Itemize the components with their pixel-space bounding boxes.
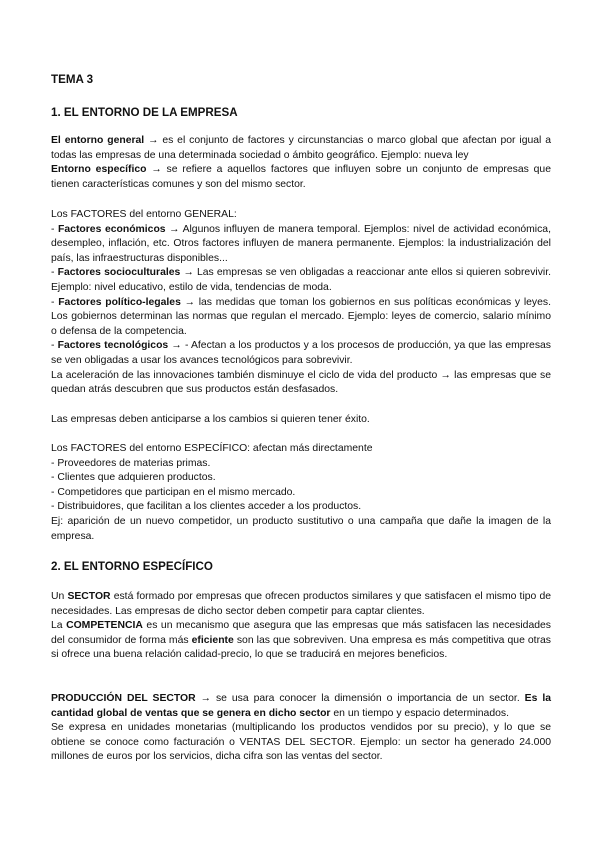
factor-tecnologicos: - Factores tecnológicos → - Afectan a los productos y a los procesos de producción, ya que las empresas se ven obligadas a usar los avances tecnológicos para sobrevivir. <box>51 340 551 366</box>
specific-example: Ej: aparición de un nuevo competidor, un producto sustitutivo o una campaña que dañe la imagen de la empresa. <box>51 515 551 542</box>
term-entorno-general: El entorno general <box>51 135 145 146</box>
document-title: TEMA 3 <box>51 73 94 86</box>
factor-socioculturales: - Factores socioculturales → Las empresas se ven obligadas a reaccionar ante ellos si quieren sobrevivir. Ejemplo: nivel educativo, estilo de vida, tendencias de moda. <box>51 267 551 293</box>
general-factors-block <box>51 208 551 398</box>
specific-item: - Distribuidores, que facilitan a los clientes acceder a los productos. <box>51 501 362 513</box>
definition-especifico: Entorno específico → se refiere a aquellos factores que influyen sobre un conjunto de empresas que tienen características comunes y son del mismo sector. <box>51 164 551 190</box>
sector-competencia-block <box>51 590 551 663</box>
general-factors-intro: Los FACTORES del entorno GENERAL: <box>51 209 237 220</box>
factor-politico-legales: - Factores político-legales → las medidas que toman los gobiernos en sus políticas económicas y leyes. Los gobiernos determinan las normas que regulan el mercado. Ejemplo: leyes de comercio, salario mínimo o defensa de la competencia. <box>51 296 551 337</box>
produccion-block <box>51 692 551 765</box>
anticipate-line: Las empresas deben anticiparse a los cambios si quieren tener éxito. <box>51 414 370 425</box>
specific-item: - Clientes que adquieren productos. <box>51 472 216 484</box>
section-2-heading: 2. EL ENTORNO ESPECÍFICO <box>51 560 213 573</box>
definitions-block <box>51 134 551 192</box>
competencia-paragraph: La COMPETENCIA es un mecanismo que asegura que las empresas que más satisfacen las necesidades del consumidor de forma más eficiente son las que sobreviven. Una empresa es más competitiva que otras si ofrece una buena relación calidad-precio, lo que se traducirá en mejores beneficios. <box>51 620 552 661</box>
innovation-note: La aceleración de las innovaciones también disminuye el ciclo de vida del producto → las empresas que se quedan atrás descubren que sus productos están desfasados. <box>51 369 551 396</box>
specific-item: - Proveedores de materias primas. <box>51 457 211 469</box>
specific-factors-block <box>51 442 551 544</box>
section-1-heading: 1. EL ENTORNO DE LA EMPRESA <box>51 106 238 119</box>
sector-paragraph: Un SECTOR está formado por empresas que ofrecen productos similares y que satisfacen el mismo tipo de necesidades. Las empresas de dicho sector deben competir para captar clientes. <box>51 591 552 617</box>
factor-economicos: - Factores económicos → Algunos influyen de manera temporal. Ejemplos: nivel de actividad económica, desempleo, inflación, etc. Otros factores influyen de manera permanente. Ejemplos: la industrialización del país, las infraestructuras disponibles... <box>51 223 551 264</box>
term-entorno-especifico: Entorno específico <box>51 164 147 176</box>
definition-general: El entorno general → es el conjunto de factores y circunstancias o marco global que afectan por igual a todas las empresas de una determinada sociedad o ámbito geográfico. Ejemplo: nueva ley <box>51 135 551 161</box>
specific-item: - Competidores que participan en el mismo mercado. <box>51 486 296 498</box>
expresa-paragraph: Se expresa en unidades monetarias (multiplicando los productos vendidos por su precio), y lo que se obtiene se conoce como facturación o VENTAS DEL SECTOR. Ejemplo: un sector ha generado 24.000 millones de euros por los servicios, dicha cifra son las ventas del sector. <box>51 722 551 763</box>
produccion-paragraph: PRODUCCIÓN DEL SECTOR → se usa para conocer la dimensión o importancia de un sector. Es la cantidad global de ventas que se genera en dicho sector en un tiempo y espacio determinados. <box>51 693 552 719</box>
specific-factors-intro: Los FACTORES del entorno ESPECÍFICO: afectan más directamente <box>51 443 373 454</box>
